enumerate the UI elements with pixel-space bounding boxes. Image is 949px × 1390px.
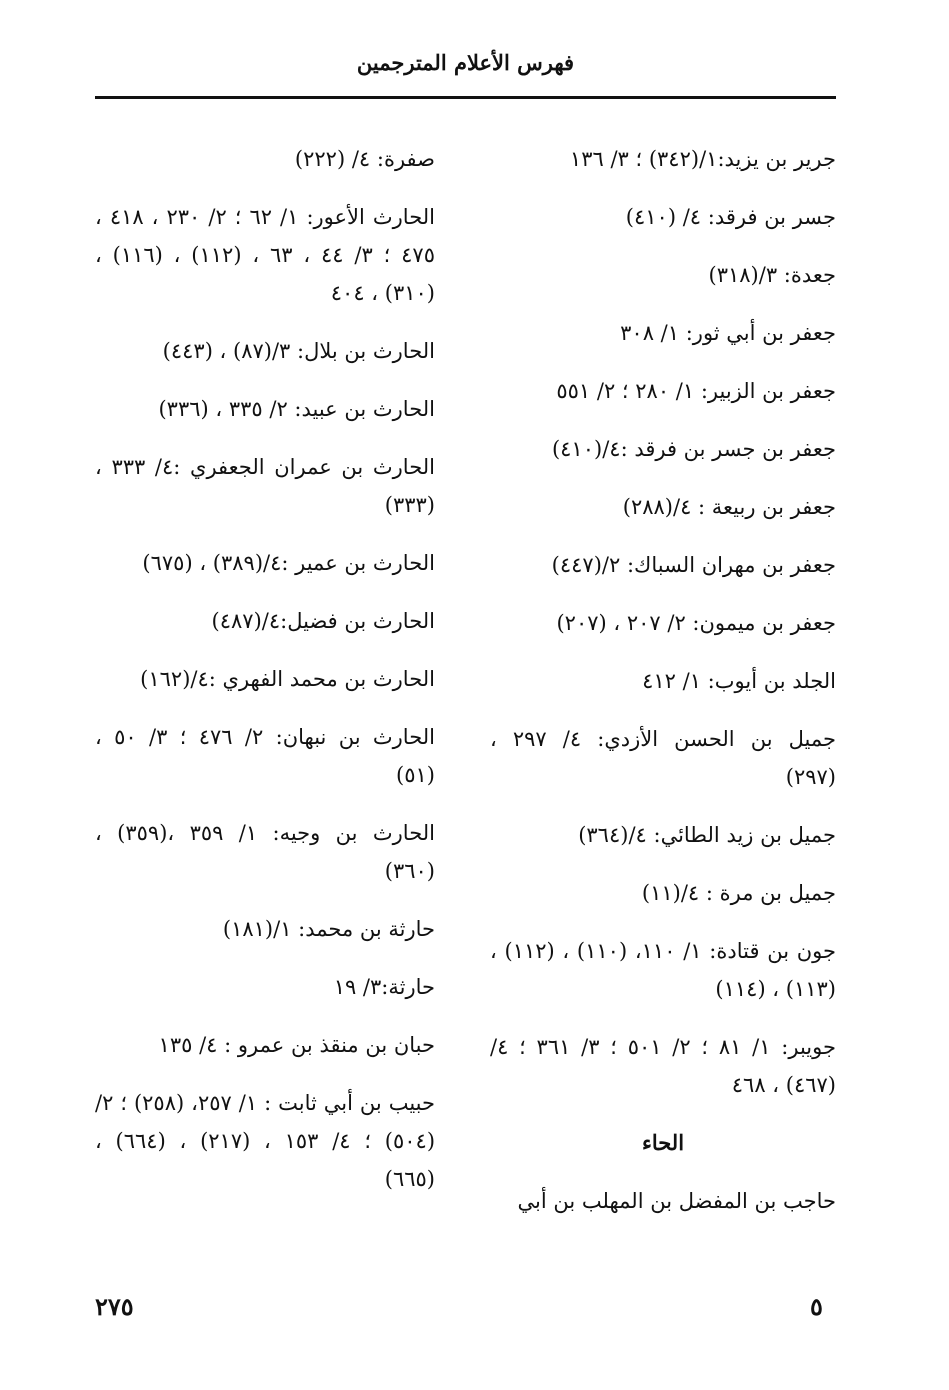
index-entry: حاجب بن المفضل بن المهلب بن أبي [517,1189,836,1213]
index-entry: حارثة بن محمد: ١/(١٨١) [222,917,435,941]
index-entry: الحارث بن محمد الفهري :٤/(١٦٢) [140,667,435,691]
index-entry: جون بن قتادة: ١/ ١١٠، (١١٠) ، (١١٢) ، (١١٣) ، (١١٤) [490,939,836,1001]
index-entry: جميل بن زيد الطائي: ٤/(٣٦٤) [578,823,836,847]
index-entry: جعفر بن ميمون: ٢/ ٢٠٧ ، (٢٠٧) [556,611,836,635]
index-entry: حبان بن منقذ بن عمرو : ٤/ ١٣٥ [158,1033,435,1057]
index-entry: الحارث بن عمير :٤/(٣٨٩) ، (٦٧٥) [142,551,435,575]
page-number: ٢٧٥ [95,1292,134,1321]
index-entry: جعفر بن مهران السباك: ٢/(٤٤٧) [551,553,836,577]
index-entry: جميل بن مرة : ٤/(١١) [641,881,836,905]
index-entry: الجلد بن أيوب: ١/ ٤١٢ [642,669,836,693]
running-header-title: فهرس الأعلام المترجمين [356,50,575,75]
index-entry: الحارث بن عبيد: ٢/ ٣٣٥ ، (٣٣٦) [158,397,435,421]
index-entry: الحارث بن نبهان: ٢/ ٤٧٦ ؛ ٣/ ٥٠ ، (٥١) [95,725,435,787]
index-entry: الحارث بن بلال: ٣/(٨٧) ، (٤٤٣) [162,339,435,363]
index-entry: جعفر بن جسر بن فرقد :٤/(٤١٠) [551,437,836,461]
index-entry: الحارث بن فضيل:٤/(٤٨٧) [211,609,435,633]
index-entry: حارثة:٣/ ١٩ [333,975,435,999]
index-entry: جرير بن يزيد:١/(٣٤٢) ؛ ٣/ ١٣٦ [569,147,836,171]
left-column [95,140,435,1218]
index-entry: جويبر: ١/ ٨١ ؛ ٢/ ٥٠١ ؛ ٣/ ٣٦١ ؛ ٤/ (٤٦٧) ، ٤٦٨ [490,1035,836,1097]
index-entry: جعفر بن أبي ثور: ١/ ٣٠٨ [620,321,836,345]
index-entry: صفرة: ٤/ (٢٢٢) [294,147,435,171]
header-rule [95,96,836,99]
section-heading: الحاء [641,1130,685,1155]
index-entry: جعفر بن الزبير: ١/ ٢٨٠ ؛ ٢/ ٥٥١ [556,379,836,403]
index-entry: جعدة: ٣/(٣١٨) [708,263,836,287]
index-entry: جعفر بن ربيعة : ٤/(٢٨٨) [622,495,836,519]
index-entry: الحارث بن عمران الجعفري :٤/ ٣٣٣ ، (٣٣٣) [95,455,435,517]
index-entry: الحارث الأعور: ١/ ٦٢ ؛ ٢/ ٢٣٠ ، ٤١٨ ، ٤٧٥ ؛ ٣/ ٤٤ ، ٦٣ ، (١١٢) ، (١١٦) ، (٣١٠) ، ٤٠٤ [95,205,435,305]
index-entry: حبيب بن أبي ثابت : ١/ ٢٥٧، (٢٥٨) ؛ ٢/ (٥٠٤) ؛ ٤/ ١٥٣ ، (٢١٧) ، (٦٦٤) ، (٦٦٥) [95,1091,436,1191]
index-entry: جميل بن الحسن الأزدي: ٤/ ٢٩٧ ، (٢٩٧) [490,727,836,789]
index-entry: جسر بن فرقد: ٤/ (٤١٠) [625,205,836,229]
index-entry: الحارث بن وجيه: ١/ ٣٥٩ ،(٣٥٩) ، (٣٦٠) [95,821,435,883]
right-column [490,140,836,1240]
signature-mark: ٥ [810,1292,823,1321]
